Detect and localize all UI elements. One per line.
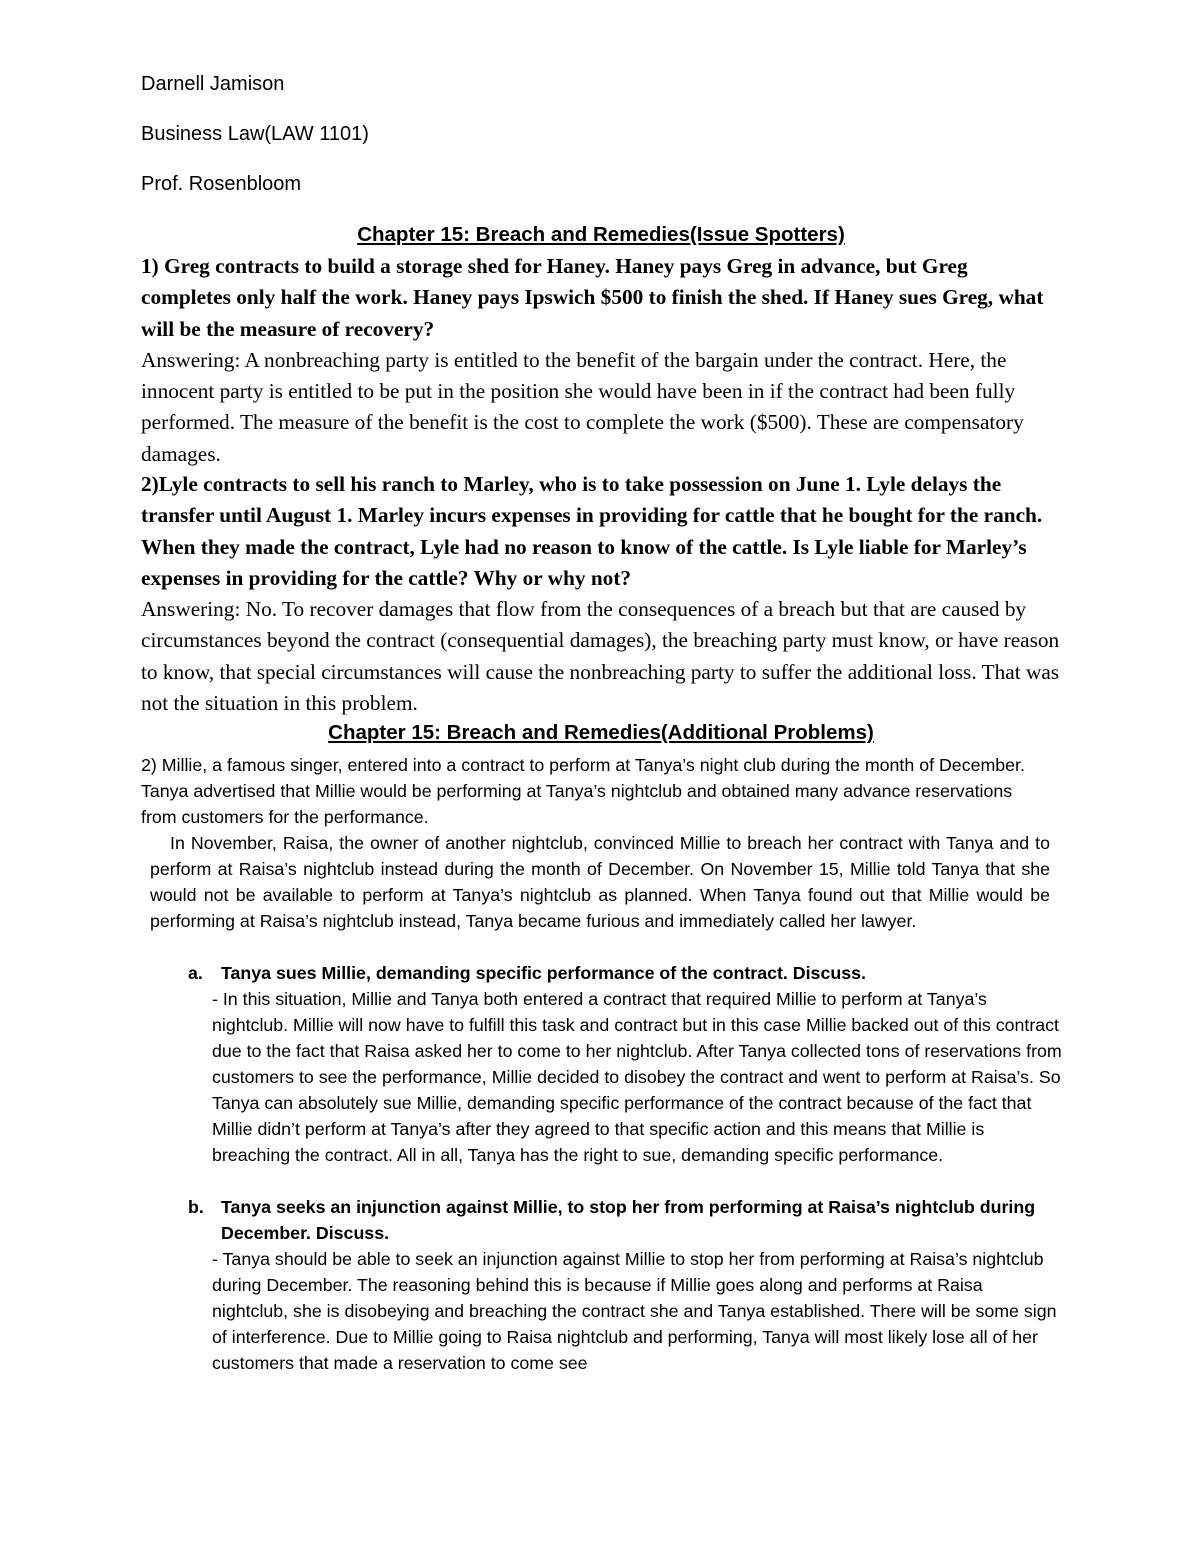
- problem-paragraph: In November, Raisa, the owner of another nightclub, convinced Millie to breach her contract with Tanya and to perform at Raisa’s nightclub instead during the month of December. On November 15, Millie told Tanya that she would not be available to perform at Tanya’s nightclub as planned. When Tanya found out that Millie would be performing at Raisa’s nightclub instead, Tanya became furious and immediately called her lawyer.: [150, 833, 1050, 931]
- list-marker-a: a.: [188, 963, 203, 983]
- list-marker-b: b.: [188, 1197, 204, 1217]
- problem-intro: 2) Millie, a famous singer, entered into a contract to perform at Tanya’s night club during the month of December. Tanya advertised that Millie would be performing at Tanya’s nightclub and obtained many advance reservations from customers for the performance.: [141, 755, 1025, 827]
- subquestion-a: Tanya sues Millie, demanding specific performance of the contract. Discuss.: [221, 963, 866, 983]
- question-text: 2)Lyle contracts to sell his ranch to Marley, who is to take possession on June 1. Lyle delays the transfer until August 1. Marley incurs expenses in providing for cattle that he bought for the ranch. When they made the contract, Lyle had no reason to know of the cattle. Is Lyle liable for Marley’s expenses in providing for the cattle? Why or why not?: [141, 472, 1043, 590]
- section-title-issue-spotters: Chapter 15: Breach and Remedies(Issue Spotters): [357, 223, 845, 246]
- course-name: Business Law(LAW 1101): [141, 123, 369, 145]
- issue-spotter-1: [141, 251, 1061, 470]
- section-title-additional-problems: Chapter 15: Breach and Remedies(Additional Problems): [328, 721, 874, 744]
- answer-text: Answering: No. To recover damages that flow from the consequences of a breach but that are caused by circumstances beyond the contract (consequential damages), the breaching party must know, or have reason to know, that special circumstances will cause the nonbreaching party to suffer the additional loss. That was not the situation in this problem.: [141, 597, 1060, 716]
- answer-text: Answering: A nonbreaching party is entitled to the benefit of the bargain under the contract. Here, the innocent party is entitled to be put in the position she would have been in if the contract had been fully performed. The measure of the benefit is the cost to complete the work ($500). These are compensatory damages.: [141, 347, 1024, 466]
- issue-spotter-2: [141, 469, 1061, 719]
- subanswer-a: - In this situation, Millie and Tanya both entered a contract that required Millie to perform at Tanya’s nightclub. Millie will now have to fulfill this task and contract but in this case Millie backed out of this contract due to the fact that Raisa asked her to come to her nightclub. After Tanya collected tons of reservations from customers to see the performance, Millie decided to disobey the contract and went to perform at Raisa’s. So Tanya can absolutely sue Millie, demanding specific performance of the contract because of the fact that Millie didn’t perform at Tanya’s after they agreed to that specific action and this means that Millie is breaching the contract. All in all, Tanya has the right to sue, demanding specific performance.: [212, 989, 1062, 1165]
- professor-name: Prof. Rosenbloom: [141, 173, 302, 195]
- subanswer-b: - Tanya should be able to seek an injunction against Millie to stop her from performing at Raisa’s nightclub during December. The reasoning behind this is because if Millie goes along and performs at Raisa nightclub, she is disobeying and breaching the contract she and Tanya established. There will be some sign of interference. Due to Millie going to Raisa nightclub and performing, Tanya will most likely lose all of her customers that made a reservation to come see: [212, 1249, 1057, 1373]
- question-text: 1) Greg contracts to build a storage shed for Haney. Haney pays Greg in advance, but Greg completes only half the work. Haney pays Ipswich $500 to finish the shed. If Haney sues Greg, what will be the measure of recovery?: [141, 254, 1044, 341]
- subquestion-b: Tanya seeks an injunction against Millie, to stop her from performing at Raisa’s nightclub during December. Discuss.: [221, 1197, 1036, 1243]
- author-name: Darnell Jamison: [141, 73, 285, 95]
